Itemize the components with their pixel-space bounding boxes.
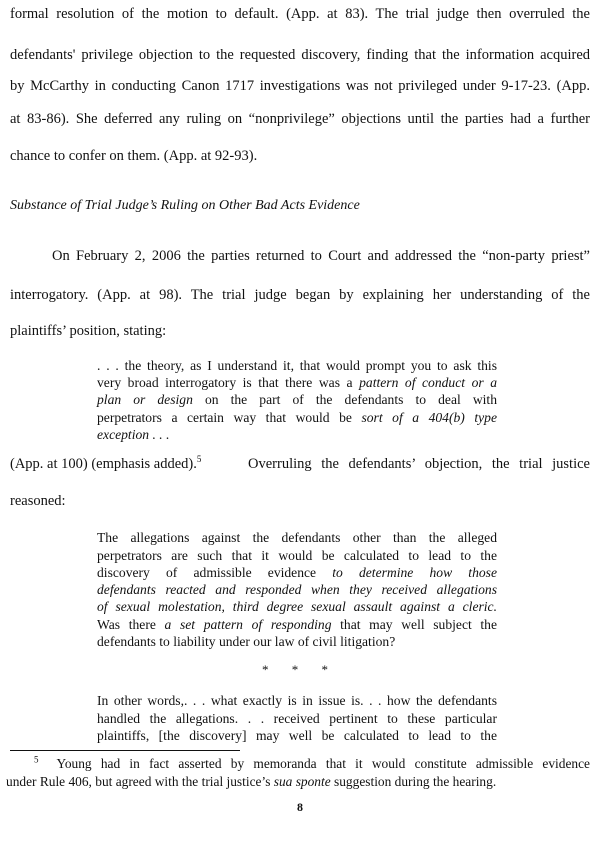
para2-line-2: interrogatory. (App. at 98). The trial judge began by explaining her understanding of the	[10, 287, 590, 303]
para2-line-1: On February 2, 2006 the parties returned to Court and addressed the “non-party priest”	[52, 248, 590, 264]
quote1-line-4: perpetrators a certain way that would be sort of a 404(b) type	[97, 410, 497, 425]
footnote-ref[interactable]: 5	[196, 454, 202, 465]
section-break-stars: * * *	[262, 662, 338, 677]
quote2-line-7: defendants to liability under our law of civil litigation?	[97, 634, 396, 649]
quote3-line-3: plaintiffs, [the discovery] may well be calculated to lead to the	[97, 728, 497, 743]
quote2-line-4: defendants reacted and responded when they received allegations	[97, 582, 497, 597]
quote1-emphasis-1: pattern of conduct or a	[359, 375, 497, 390]
quote1-emphasis-3: sort of a 404(b) type	[361, 410, 497, 425]
quote2-line-5: of sexual molestation, third degree sexual assault against a cleric.	[97, 599, 497, 614]
quote3-line-1: In other words,. . . what exactly is in issue is. . . how the defendants	[97, 693, 497, 708]
quote1-line-2: very broad interrogatory is that there was a pattern of conduct or a	[97, 375, 497, 390]
quote1-line-5: exception . . .	[97, 427, 170, 442]
para2-line-3: plaintiffs’ position, stating:	[10, 323, 167, 339]
footnote-emphasis: sua sponte	[273, 774, 331, 789]
body-line-5: chance to confer on them. (App. at 92-93).	[10, 148, 258, 164]
citation-line	[10, 456, 201, 473]
quote2-emphasis-1: to determine how those	[332, 565, 497, 580]
footnote-line-2: under Rule 406, but agreed with the trial justice’s sua sponte suggestion during the hearing.	[6, 774, 497, 789]
quote2-line-1: The allegations against the defendants other than the alleged	[97, 530, 497, 545]
quote2-line-6: Was there a set pattern of responding that may well subject the	[97, 617, 498, 632]
body-line-4: at 83-86). She deferred any ruling on “nonprivilege” objections until the parties had a further	[10, 111, 590, 127]
footnote-divider	[10, 750, 240, 751]
footnote-marker: 5	[34, 754, 39, 765]
reasoned-line: reasoned:	[10, 493, 66, 509]
quote1-emphasis-2: plan or design	[97, 392, 193, 407]
page-number: 8	[297, 800, 303, 814]
quote2-emphasis-2: a set pattern of responding	[164, 617, 332, 632]
section-heading: Substance of Trial Judge’s Ruling on Other Bad Acts Evidence	[10, 198, 360, 213]
quote2-line-2: perpetrators are such that it would be calculated to lead to the	[97, 548, 497, 563]
quote3-line-2: handled the allegations. . . received pertinent to these particular	[97, 711, 497, 726]
body-line-1: formal resolution of the motion to default. (App. at 83). The trial judge then overruled the	[10, 6, 590, 22]
quote1-line-1: . . . the theory, as I understand it, that would prompt you to ask this	[97, 358, 497, 373]
citation-line-rest: Overruling the defendants’ objection, the trial justice	[248, 456, 590, 472]
body-line-3: by McCarthy in conducting Canon 1717 investigations was not privileged under 9-17-23. (App.	[10, 78, 590, 94]
footnote-line-1: $^5$ Young had in fact asserted by memoranda that it would constitute admissible evidence	[34, 754, 590, 771]
body-line-2: defendants' privilege objection to the requested discovery, finding that the information acquired	[10, 47, 590, 63]
quote1-line-3: plan or design on the part of the defendants to deal with	[97, 392, 497, 407]
citation: (App. at 100) (emphasis added).	[10, 456, 197, 472]
quote2-line-3: discovery of admissible evidence to determine how those	[97, 565, 497, 580]
